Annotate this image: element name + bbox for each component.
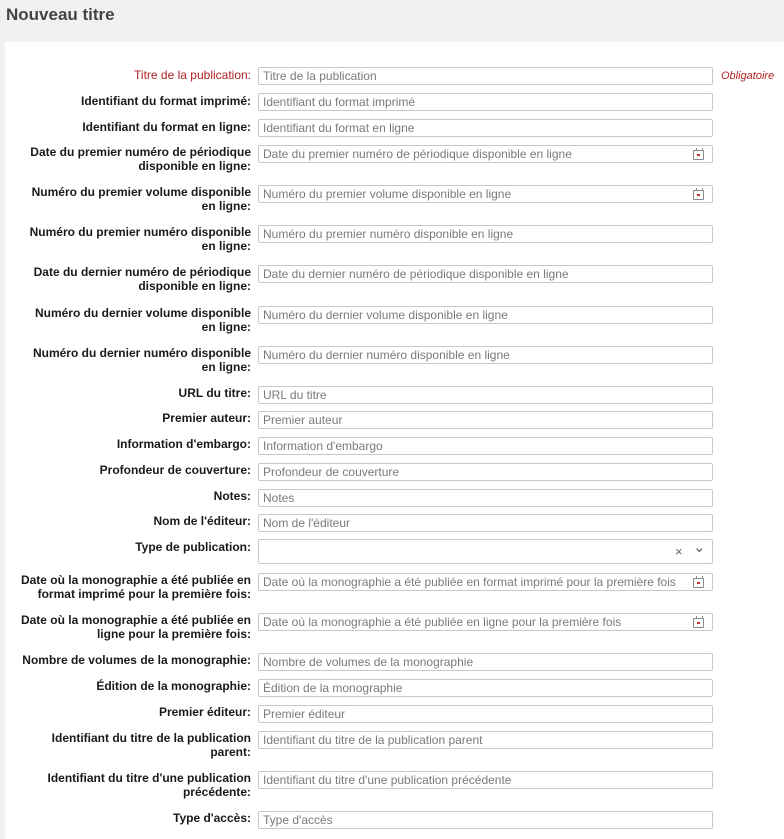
first-author-label: Premier auteur: <box>162 411 251 425</box>
title-url-input[interactable] <box>258 386 713 404</box>
label-line-2: disponible en ligne: <box>138 159 251 173</box>
embargo-info-label: Information d'embargo: <box>116 437 251 451</box>
label-line-1: Identifiant du titre de la publication <box>51 731 251 745</box>
first-editor-input[interactable] <box>258 705 713 723</box>
access-type-input[interactable] <box>258 811 713 829</box>
label-line-1: Date où la monographie a été publiée en <box>20 613 251 627</box>
access-type-label: Type d'accès: <box>173 811 251 825</box>
label-line-1: Numéro du premier numéro disponible <box>29 225 251 239</box>
date-last-issue-online-label <box>1 265 251 293</box>
label-line-1: Numéro du dernier numéro disponible <box>32 346 251 360</box>
label-line-2: en ligne: <box>201 199 251 213</box>
date-monograph-online-label <box>1 613 251 641</box>
notes-label: Notes: <box>213 489 251 503</box>
date-last-issue-online-input[interactable] <box>258 265 713 283</box>
publisher-name-input[interactable] <box>258 514 713 532</box>
publication-type-select[interactable] <box>258 539 713 564</box>
title-form <box>5 42 784 839</box>
label-line-2: en ligne: <box>201 239 251 253</box>
label-line-2: format imprimé pour la première fois: <box>37 587 251 601</box>
num-last-issue-online-input[interactable] <box>258 346 713 364</box>
num-first-vol-online-input[interactable] <box>258 185 713 203</box>
num-first-issue-online-input[interactable] <box>258 225 713 243</box>
label-line-2: parent: <box>210 745 251 759</box>
monograph-volume-label: Nombre de volumes de la monographie: <box>22 653 251 667</box>
title-url-label: URL du titre: <box>178 386 251 400</box>
embargo-info-input[interactable] <box>258 437 713 455</box>
calendar-icon[interactable] <box>693 190 704 200</box>
print-identifier-label: Identifiant du format imprimé: <box>80 94 251 108</box>
required-hint: Obligatoire <box>721 70 775 82</box>
label-line-1: Date du premier numéro de périodique <box>30 145 251 159</box>
first-editor-label: Premier éditeur: <box>158 705 251 719</box>
label-line-1: Identifiant du titre d'une publication <box>47 771 251 785</box>
label-line-1: Date où la monographie a été publiée en <box>20 573 251 587</box>
label-line-2: précédente: <box>182 785 251 799</box>
label-line-1: Numéro du premier volume disponible <box>31 185 251 199</box>
parent-publication-id-input[interactable] <box>258 731 713 749</box>
coverage-depth-label: Profondeur de couverture: <box>99 463 251 477</box>
num-first-vol-online-label <box>1 185 251 213</box>
print-identifier-input[interactable] <box>258 93 713 111</box>
calendar-icon[interactable] <box>693 150 704 160</box>
coverage-depth-input[interactable] <box>258 463 713 481</box>
num-last-vol-online-input[interactable] <box>258 306 713 324</box>
num-first-issue-online-label <box>1 225 251 253</box>
notes-input[interactable] <box>258 489 713 507</box>
publication-type-label: Type de publication: <box>135 540 251 554</box>
date-monograph-print-input[interactable] <box>258 573 713 591</box>
online-identifier-input[interactable] <box>258 119 713 137</box>
label-line-2: ligne pour la première fois: <box>96 627 251 641</box>
date-first-issue-online-input[interactable] <box>258 145 713 163</box>
label-line-1: Numéro du dernier volume disponible <box>34 306 251 320</box>
num-last-vol-online-label <box>1 306 251 334</box>
preceding-publication-id-label <box>1 771 251 799</box>
publisher-name-label: Nom de l'éditeur: <box>153 514 251 528</box>
calendar-icon[interactable] <box>693 618 704 628</box>
calendar-icon[interactable] <box>693 578 704 588</box>
publication-title-label: Titre de la publication: <box>134 68 251 82</box>
monograph-volume-input[interactable] <box>258 653 713 671</box>
parent-publication-id-label <box>1 731 251 759</box>
preceding-publication-id-input[interactable] <box>258 771 713 789</box>
num-last-issue-online-label <box>1 346 251 374</box>
date-first-issue-online-label <box>1 145 251 173</box>
chevron-down-icon[interactable]: ⌄ <box>693 539 706 556</box>
publication-title-input[interactable] <box>258 67 713 85</box>
label-line-1: Date du dernier numéro de périodique <box>33 265 251 279</box>
label-line-2: en ligne: <box>201 360 251 374</box>
date-monograph-print-label <box>1 573 251 601</box>
monograph-edition-label: Édition de la monographie: <box>96 679 251 693</box>
first-author-input[interactable] <box>258 411 713 429</box>
date-monograph-online-input[interactable] <box>258 613 713 631</box>
label-line-2: en ligne: <box>201 320 251 334</box>
label-line-2: disponible en ligne: <box>138 279 251 293</box>
clear-icon[interactable]: × <box>675 544 683 559</box>
page-title: Nouveau titre <box>6 5 115 24</box>
monograph-edition-input[interactable] <box>258 679 713 697</box>
online-identifier-label: Identifiant du format en ligne: <box>82 120 251 134</box>
